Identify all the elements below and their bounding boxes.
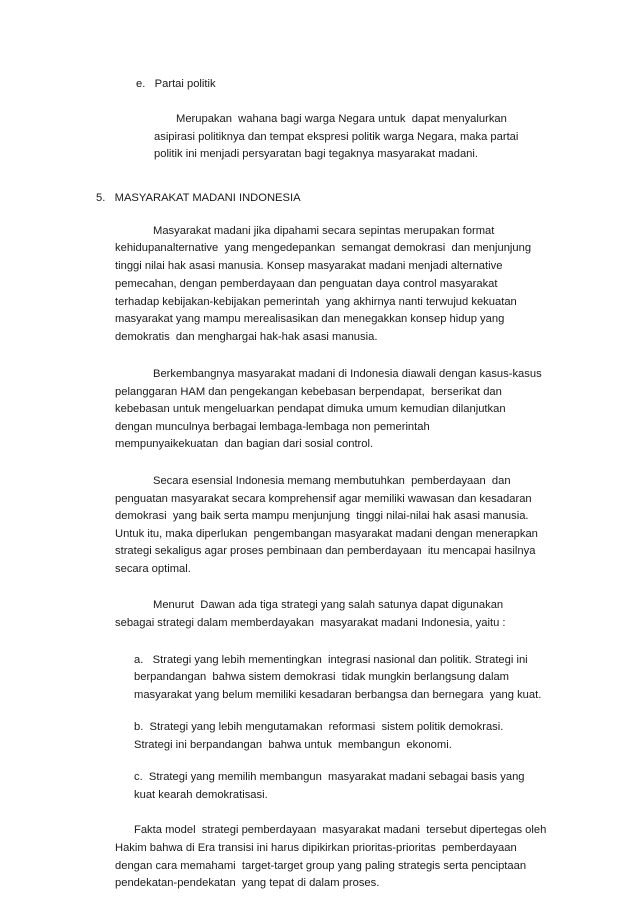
text-line: tinggi nilai hak asasi manusia. Konsep masyarakat madani menjadi alternative: [115, 260, 503, 272]
text-line: demokrasi yang baik serta mampu menjunjung tinggi nilai-nilai hak asasi manusia.: [115, 510, 529, 522]
section-heading-masyarakat-madani-indonesia: 5. MASYARAKAT MADANI INDONESIA: [96, 192, 301, 204]
text-line: sebagai strategi dalam memberdayakan masyarakat madani Indonesia, yaitu :: [115, 617, 506, 629]
text-line: masyarakat yang belum memiliki kesadaran berbangsa dan bernegara yang kuat.: [134, 689, 542, 701]
subsection-heading-partai-politik: e. Partai politik: [136, 78, 216, 90]
text-line: strategi sekaligus agar proses pembinaan dan pemberdayaan itu mencapai hasilnya: [115, 545, 536, 557]
text-line: demokratis dan menghargai hak-hak asasi manusia.: [115, 331, 378, 343]
text-line: pendekatan-pendekatan yang tepat di dalam proses.: [115, 877, 380, 889]
text-line: terhadap kebijakan-kebijakan pemerintah yang akhirnya nanti terwujud kekuatan: [115, 296, 517, 308]
list-item-a: a. Strategi yang lebih mementingkan integrasi nasional dan politik. Strategi ini: [134, 654, 528, 666]
text-line: politik ini menjadi persyaratan bagi tegaknya masyarakat madani.: [154, 148, 478, 160]
text-line: Hakim bahwa di Era transisi ini harus dipikirkan prioritas-prioritas pemberdayaan: [115, 842, 517, 854]
text-line: penguatan masyarakat secara komprehensif agar memiliki wawasan dan kesadaran: [115, 493, 532, 505]
text-line: dengan munculnya berbagai lembaga-lembaga non pemerintah: [115, 421, 430, 433]
text-line: Strategi ini berpandangan bahwa untuk membangun ekonomi.: [134, 739, 452, 751]
text-line: secara optimal.: [115, 563, 191, 575]
text-line: masyarakat yang mampu merealisasikan dan menegakkan konsep hidup yang: [115, 313, 505, 325]
text-line: kehidupanalternative yang mengedepankan semangat demokrasi dan menjunjung: [115, 242, 532, 254]
text-line: mempunyaikekuatan dan bagian dari sosial control.: [115, 438, 374, 450]
text-line: Secara esensial Indonesia memang membutuhkan pemberdayaan dan: [153, 475, 511, 487]
text-line: kuat kearah demokratisasi.: [134, 789, 268, 801]
text-line: berpandangan bahwa sistem demokrasi tidak mungkin berlangsung dalam: [134, 671, 510, 683]
text-line: pemecahan, dengan pemberdayaan dan penguatan daya control masyarakat: [115, 278, 498, 290]
text-line: kebebasan untuk mengeluarkan pendapat dimuka umum kemudian dilanjutkan: [115, 403, 506, 415]
text-line: Menurut Dawan ada tiga strategi yang salah satunya dapat digunakan: [153, 599, 504, 611]
text-line: asipirasi politiknya dan tempat ekspresi politik warga Negara, maka partai: [154, 131, 519, 143]
list-item-c: c. Strategi yang memilih membangun masyarakat madani sebagai basis yang: [134, 771, 525, 783]
list-item-b: b. Strategi yang lebih mengutamakan reformasi sistem politik demokrasi.: [134, 721, 504, 733]
text-line: Merupakan wahana bagi warga Negara untuk dapat menyalurkan: [176, 113, 507, 125]
text-line: pelanggaran HAM dan pengekangan kebebasan berpendapat, berserikat dan: [115, 386, 502, 398]
text-line: Untuk itu, maka diperlukan pengembangan masyarakat madani dengan menerapkan: [115, 528, 538, 540]
text-line: Berkembangnya masyarakat madani di Indonesia diawali dengan kasus-kasus: [153, 368, 542, 380]
text-line: Fakta model strategi pemberdayaan masyarakat madani tersebut dipertegas oleh: [134, 824, 547, 836]
text-line: Masyarakat madani jika dipahami secara sepintas merupakan format: [153, 225, 495, 237]
text-line: dengan cara memahami target-target group yang paling strategis serta penciptaan: [115, 860, 527, 872]
